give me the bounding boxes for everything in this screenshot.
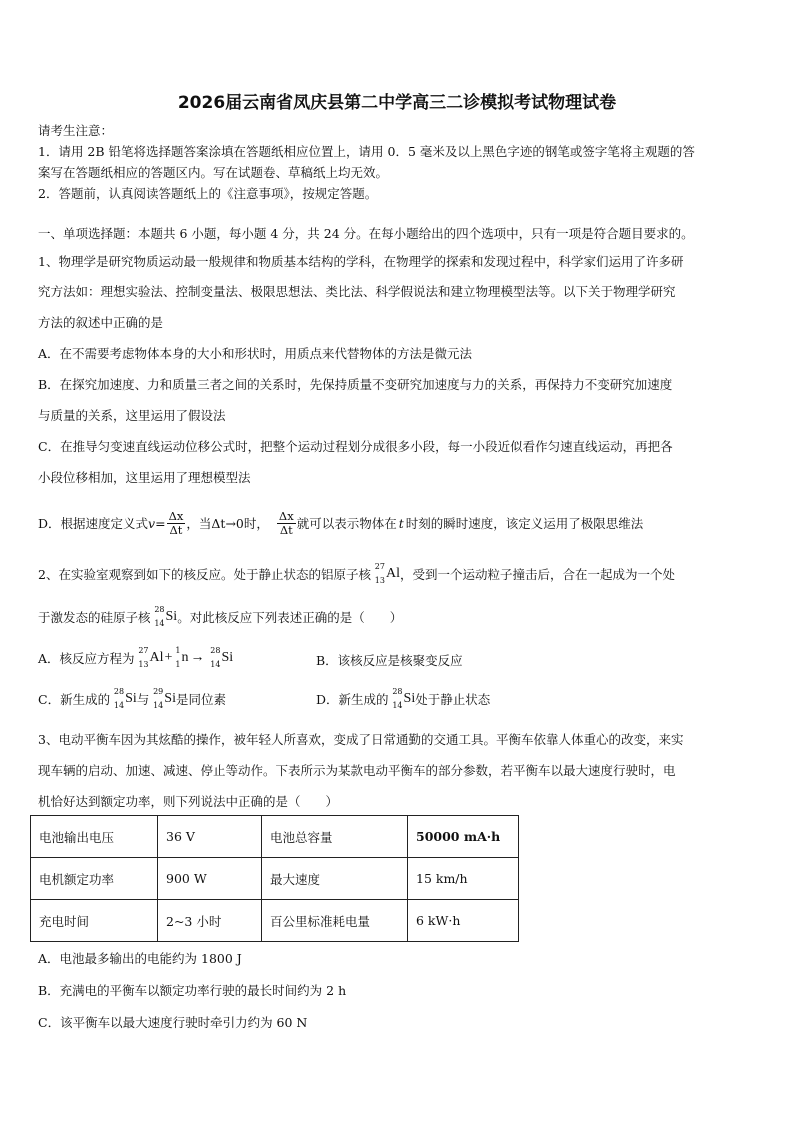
- q1-option-a: A．在不需要考虑物体本身的大小和形状时，用质点来代替物体的方法是微元法: [38, 346, 473, 361]
- velocity-fraction: [167, 510, 186, 537]
- table-cell: 2~3 小时: [158, 900, 262, 942]
- q2-stem-line-2-post: 。对此核反应下列表述正确的是（ ）: [177, 610, 403, 625]
- q3-stem-line-2: 现车辆的启动、加速、减速、停止等动作。下表所示为某款电动平衡车的部分参数，若平衡车以最大速度行驶时，电: [38, 763, 676, 778]
- q2-stem-line-1-post: ，受到一个运动粒子撞击后，合在一起成为一个处: [399, 567, 675, 582]
- q2-option-d-pre: D．新生成的: [316, 692, 389, 707]
- q1-option-d-post: 就可以表示物体在: [296, 516, 397, 531]
- table-row: [31, 900, 519, 942]
- q1-option-d: [38, 500, 643, 546]
- table-cell: 电机额定功率: [31, 858, 158, 900]
- q2-stem-line-2-pre: 于激发态的硅原子核: [38, 610, 151, 625]
- table-row: [31, 858, 519, 900]
- q2-stem-line-2: [38, 607, 402, 627]
- q2-option-a: [38, 648, 233, 668]
- reaction-al-z: 13: [138, 660, 149, 669]
- q2-option-c-mid: 与: [136, 692, 150, 707]
- table-cell: 900 W: [158, 858, 262, 900]
- table-cell: 电池输出电压: [31, 816, 158, 858]
- reaction-si-nucleus: [206, 648, 221, 668]
- q2-option-d-post: 处于静止状态: [415, 692, 491, 707]
- option-d-si28-symbol: Si: [403, 691, 416, 706]
- q1-option-c-line-2: 小段位移相加，这里运用了理想模型法: [38, 470, 251, 485]
- table-cell: 15 km/h: [408, 858, 519, 900]
- silicon-28-nucleus: [151, 607, 166, 627]
- reaction-al-nucleus: [135, 648, 150, 668]
- table-cell: 50000 mA·h: [408, 816, 519, 858]
- q1-option-c-line-1: C．在推导匀变速直线运动位移公式时，把整个运动过程划分成很多小段，每一小段近似看作匀速直线运动，再把各: [38, 439, 673, 454]
- q1-option-d-end: 时刻的瞬时速度，该定义运用了极限思维法: [405, 516, 644, 531]
- q1-stem-line-2: 究方法如：理想实验法、控制变量法、极限思想法、类比法、科学假说法和建立物理模型法等。以下关于物理学研究: [38, 284, 676, 299]
- si28-atomic-number: 14: [154, 619, 165, 628]
- table-cell: 电池总容量: [262, 816, 408, 858]
- time-symbol: t: [398, 515, 404, 531]
- notice-item-1-line-2: 案写在答题纸相应的答题区内。写在试题卷、草稿纸上均无效。: [38, 165, 389, 180]
- neutron-z: 1: [175, 660, 181, 669]
- reaction-al-symbol: Al: [149, 650, 164, 665]
- table-cell: 百公里标准耗电量: [262, 900, 408, 942]
- reaction-al-mass: 27: [138, 646, 149, 655]
- reaction-si-mass: 28: [210, 646, 221, 655]
- option-c-si29-symbol: Si: [164, 691, 176, 706]
- velocity-symbol: v: [148, 515, 156, 531]
- parameter-table: [30, 815, 519, 942]
- option-d-si28-nucleus: [389, 689, 404, 709]
- q3-option-a: A．电池最多输出的电能约为 1800 J: [38, 951, 242, 966]
- reaction-arrow: →: [190, 650, 205, 665]
- limit-expression: Δt→0: [211, 515, 244, 531]
- al-symbol: Al: [385, 566, 400, 581]
- neutron-symbol: n: [181, 650, 189, 665]
- q1-option-d-when: ，当: [186, 516, 212, 531]
- q2-option-c: [38, 689, 226, 709]
- equals-sign: =: [155, 515, 166, 531]
- option-c-si28-z: 14: [113, 701, 125, 710]
- neutron: [173, 648, 181, 668]
- table-cell: 36 V: [158, 816, 262, 858]
- option-c-si29-nucleus: [149, 689, 164, 709]
- table-cell: 充电时间: [31, 900, 158, 942]
- q1-option-b-line-1: B．在探究加速度、力和质量三者之间的关系时，先保持质量不变研究加速度与力的关系，再保持力不变研究加速度: [38, 377, 673, 392]
- q2-option-a-pre: A．核反应方程为: [38, 651, 135, 666]
- aluminium-nucleus: [371, 564, 386, 584]
- q2-stem-line-1: [38, 564, 675, 584]
- si28-symbol: Si: [165, 609, 178, 624]
- velocity-fraction-2: [277, 510, 296, 537]
- section-heading: 一、单项选择题：本题共 6 小题，每小题 4 分，共 24 分。在每小题给出的四个选项中，只有一项是符合题目要求的。: [38, 226, 694, 241]
- option-d-si28-z: 14: [392, 701, 403, 710]
- notice-item-1-line-1: 1．请用 2B 铅笔将选择题答案涂填在答题纸相应位置上，请用 0．5 毫米及以上黑色字迹的钢笔或签字笔将主观题的答: [38, 144, 695, 159]
- si28-mass-number: 28: [154, 605, 165, 614]
- q3-stem-line-1: 3、电动平衡车因为其炫酷的操作，被年轻人所喜欢，变成了日常通勤的交通工具。平衡车依靠人体重心的改变，来实: [38, 732, 684, 747]
- table-row: [31, 816, 519, 858]
- q2-option-d: [316, 689, 490, 709]
- q1-stem-line-3: 方法的叙述中正确的是: [38, 315, 164, 330]
- notice-heading: 请考生注意：: [38, 123, 114, 138]
- page-title: 2026届云南省凤庆县第二中学高三二诊模拟考试物理试卷: [177, 93, 617, 113]
- reaction-si-symbol: Si: [221, 650, 234, 665]
- q2-option-b: B．该核反应是核聚变反应: [316, 653, 463, 668]
- fraction-denominator-2: Δt: [279, 522, 293, 537]
- fraction-numerator-2: Δx: [278, 508, 294, 523]
- option-c-si29-mass: 29: [153, 687, 164, 696]
- q1-stem-line-1: 1、物理学是研究物质运动最一般规律和物质基本结构的学科，在物理学的探索和发现过程中，科学家们运用了许多研: [38, 254, 684, 269]
- q2-option-c-post: 是同位素: [175, 692, 226, 707]
- q2-stem-line-1-pre: 2、在实验室观察到如下的核反应。处于静止状态的铝原子核: [38, 567, 371, 582]
- fraction-denominator: Δt: [169, 522, 183, 537]
- al-atomic-number: 13: [374, 576, 385, 585]
- option-c-si28-mass: 28: [113, 687, 125, 696]
- option-c-si28-nucleus: [110, 689, 125, 709]
- option-d-si28-mass: 28: [392, 687, 403, 696]
- option-c-si28-symbol: Si: [125, 691, 137, 706]
- notice-item-2: 2．答题前，认真阅读答题纸上的《注意事项》，按规定答题。: [38, 186, 378, 201]
- q1-option-d-time: 时，: [243, 516, 269, 531]
- q1-option-b-line-2: 与质量的关系，这里运用了假设法: [38, 408, 226, 423]
- reaction-si-z: 14: [210, 660, 221, 669]
- q2-option-c-pre: C．新生成的: [38, 692, 111, 707]
- q1-option-d-prefix: D．根据速度定义式: [38, 516, 149, 531]
- fraction-numerator: Δx: [168, 508, 184, 523]
- option-c-si29-z: 14: [153, 701, 164, 710]
- table-cell: 6 kW·h: [408, 900, 519, 942]
- neutron-mass: 1: [175, 646, 181, 655]
- al-mass-number: 27: [374, 562, 385, 571]
- plus-sign: +: [164, 650, 173, 665]
- q3-option-c: C．该平衡车以最大速度行驶时牵引力约为 60 N: [38, 1015, 308, 1030]
- q3-stem-line-3: 机恰好达到额定功率，则下列说法中正确的是（ ）: [38, 794, 339, 809]
- table-cell: 最大速度: [262, 858, 408, 900]
- q3-option-b: B．充满电的平衡车以额定功率行驶的最长时间约为 2 h: [38, 983, 347, 998]
